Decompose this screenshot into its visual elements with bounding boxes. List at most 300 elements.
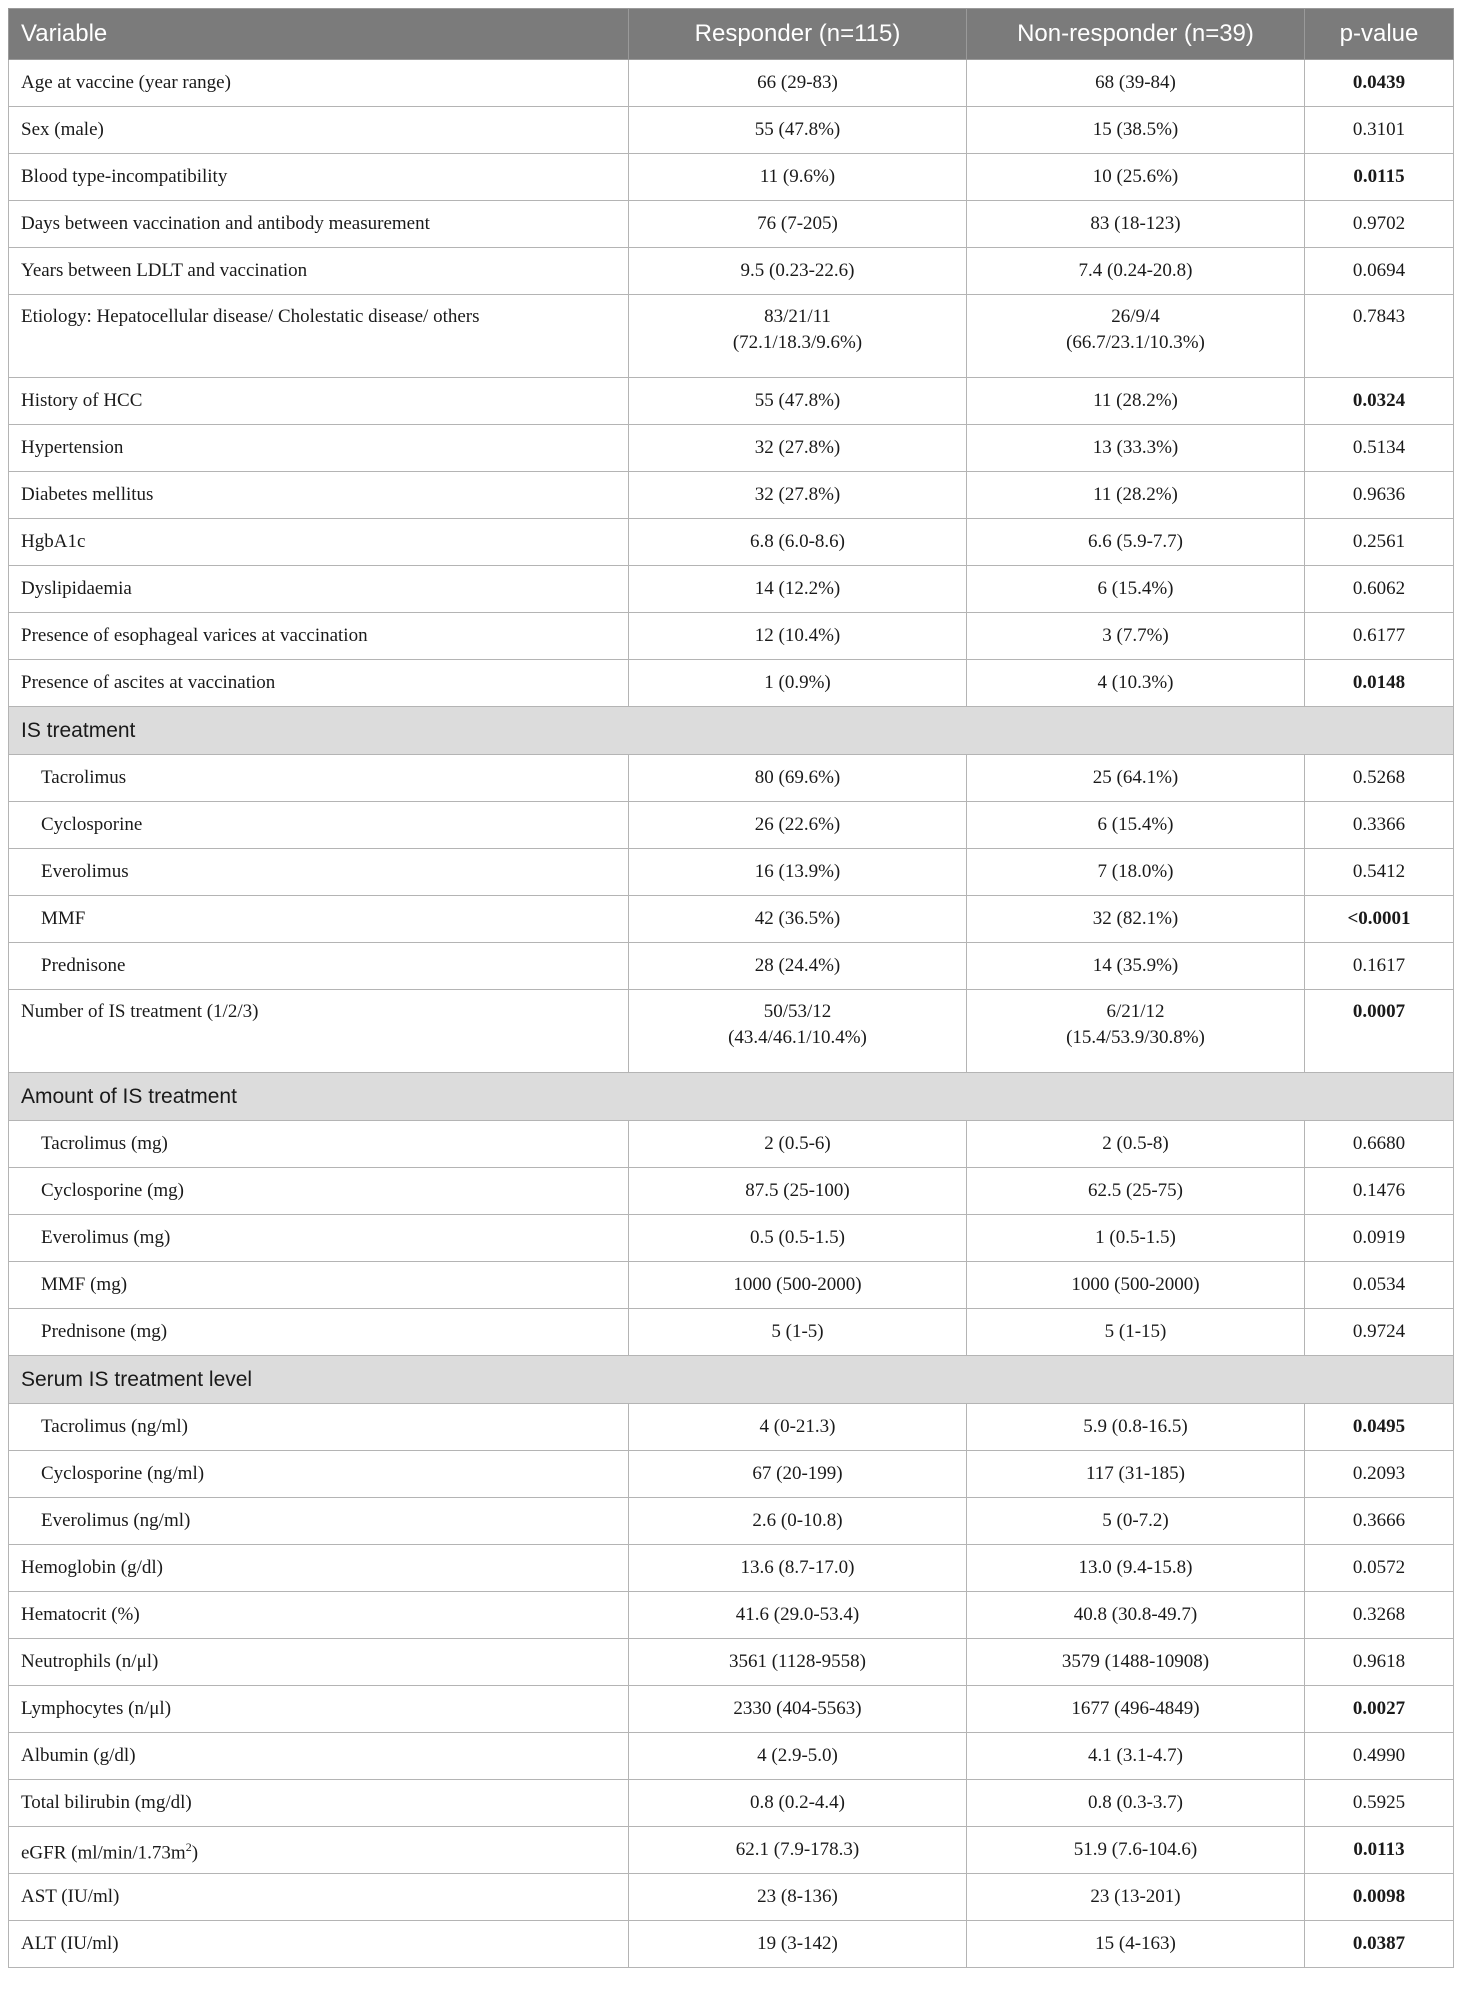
table-row xyxy=(9,1733,1454,1780)
cell-responder xyxy=(629,1874,967,1921)
variable-label: Everolimus (mg) xyxy=(41,1227,171,1248)
cell-responder xyxy=(629,154,967,201)
cell-p-value: 0.3101 xyxy=(1305,107,1454,154)
cell-variable xyxy=(9,201,629,248)
cell-p-value: 0.0439 xyxy=(1305,60,1454,107)
table-row xyxy=(9,755,1454,802)
non-responder-value: 4 (10.3%) xyxy=(1097,672,1174,693)
cell-p-value: 0.0495 xyxy=(1305,1404,1454,1451)
responder-value: 23 (8-136) xyxy=(757,1886,838,1907)
variable-label: Tacrolimus (mg) xyxy=(41,1133,168,1154)
cell-p-value: 0.0027 xyxy=(1305,1686,1454,1733)
cell-responder xyxy=(629,1733,967,1780)
non-responder-value: 1677 (496-4849) xyxy=(1071,1698,1200,1719)
cell-p-value: 0.0694 xyxy=(1305,248,1454,295)
cell-responder xyxy=(629,1592,967,1639)
cell-variable xyxy=(9,519,629,566)
cell-non-responder xyxy=(967,60,1305,107)
header-non-responder: Non-responder (n=39) xyxy=(967,9,1305,60)
cell-variable xyxy=(9,660,629,707)
responder-value: 80 (69.6%) xyxy=(754,767,841,788)
non-responder-value: 13 (33.3%) xyxy=(1092,437,1179,458)
cell-non-responder xyxy=(967,1262,1305,1309)
variable-label: Neutrophils (n/μl) xyxy=(21,1651,159,1672)
cell-p-value: <0.0001 xyxy=(1305,896,1454,943)
cell-responder xyxy=(629,519,967,566)
header-variable: Variable xyxy=(9,9,629,60)
cell-p-value: 0.5134 xyxy=(1305,425,1454,472)
non-responder-value: 4.1 (3.1-4.7) xyxy=(1088,1745,1183,1766)
variable-label: Prednisone (mg) xyxy=(41,1321,168,1342)
section-title: Serum IS treatment level xyxy=(9,1356,1454,1404)
table-row xyxy=(9,472,1454,519)
header-row xyxy=(9,9,1454,60)
cell-variable xyxy=(9,802,629,849)
variable-label: Diabetes mellitus xyxy=(21,484,154,505)
cell-variable xyxy=(9,378,629,425)
responder-value: 5 (1-5) xyxy=(771,1321,824,1342)
header-responder: Responder (n=115) xyxy=(629,9,967,60)
variable-label: Everolimus (ng/ml) xyxy=(41,1510,191,1531)
variable-label: Tacrolimus xyxy=(41,767,127,788)
variable-label: eGFR (ml/min/1.73m xyxy=(21,1842,186,1864)
table-row xyxy=(9,1639,1454,1686)
cell-non-responder xyxy=(967,896,1305,943)
variable-label: History of HCC xyxy=(21,390,143,411)
cell-non-responder xyxy=(967,755,1305,802)
cell-responder xyxy=(629,990,967,1073)
section-row xyxy=(9,1073,1454,1121)
cell-responder xyxy=(629,378,967,425)
table-row xyxy=(9,425,1454,472)
table-row xyxy=(9,1498,1454,1545)
responder-value: 55 (47.8%) xyxy=(754,119,841,140)
cell-non-responder xyxy=(967,1686,1305,1733)
variable-label: MMF xyxy=(41,908,86,929)
cell-non-responder xyxy=(967,1168,1305,1215)
responder-value: 9.5 (0.23-22.6) xyxy=(740,260,855,281)
cell-responder xyxy=(629,1451,967,1498)
non-responder-value: 0.8 (0.3-3.7) xyxy=(1088,1792,1183,1813)
cell-responder xyxy=(629,1262,967,1309)
cell-non-responder xyxy=(967,154,1305,201)
cell-non-responder xyxy=(967,1545,1305,1592)
cell-variable xyxy=(9,943,629,990)
non-responder-value: 13.0 (9.4-15.8) xyxy=(1078,1557,1193,1578)
table-row xyxy=(9,60,1454,107)
cell-non-responder xyxy=(967,1121,1305,1168)
table-body xyxy=(9,60,1454,1968)
cell-variable xyxy=(9,1451,629,1498)
non-responder-value: 83 (18-123) xyxy=(1090,213,1181,234)
responder-value: 66 (29-83) xyxy=(757,72,838,93)
responder-value: 13.6 (8.7-17.0) xyxy=(740,1557,855,1578)
responder-value: 2330 (404-5563) xyxy=(733,1698,862,1719)
cell-variable xyxy=(9,613,629,660)
cell-variable xyxy=(9,1592,629,1639)
cell-non-responder xyxy=(967,201,1305,248)
responder-value: 42 (36.5%) xyxy=(754,908,841,929)
cell-responder xyxy=(629,1921,967,1968)
cell-p-value: 0.2561 xyxy=(1305,519,1454,566)
cell-p-value: 0.0148 xyxy=(1305,660,1454,707)
cell-p-value: 0.0324 xyxy=(1305,378,1454,425)
table-row xyxy=(9,1780,1454,1827)
cell-non-responder xyxy=(967,943,1305,990)
cell-responder xyxy=(629,295,967,378)
non-responder-value: 3579 (1488-10908) xyxy=(1061,1651,1210,1672)
responder-value: 19 (3-142) xyxy=(757,1933,838,1954)
cell-p-value: 0.9724 xyxy=(1305,1309,1454,1356)
responder-value: 32 (27.8%) xyxy=(754,484,841,505)
cell-variable xyxy=(9,1498,629,1545)
responder-value-percent: (72.1/18.3/9.6%) xyxy=(732,332,863,353)
cell-responder xyxy=(629,472,967,519)
cell-p-value: 0.0115 xyxy=(1305,154,1454,201)
cell-responder xyxy=(629,1498,967,1545)
responder-value: 1000 (500-2000) xyxy=(733,1274,862,1295)
variable-label: Prednisone xyxy=(41,955,126,976)
cell-responder xyxy=(629,1686,967,1733)
table-row xyxy=(9,660,1454,707)
cell-non-responder xyxy=(967,1404,1305,1451)
table-header xyxy=(9,9,1454,60)
variable-label: Cyclosporine xyxy=(41,814,143,835)
cell-variable xyxy=(9,107,629,154)
responder-value: 83/21/11 xyxy=(764,306,831,327)
responder-value: 67 (20-199) xyxy=(752,1463,843,1484)
table-row xyxy=(9,943,1454,990)
non-responder-value: 68 (39-84) xyxy=(1095,72,1176,93)
cell-p-value: 0.5925 xyxy=(1305,1780,1454,1827)
non-responder-value: 32 (82.1%) xyxy=(1092,908,1179,929)
non-responder-value: 6 (15.4%) xyxy=(1097,578,1174,599)
non-responder-value: 5 (1-15) xyxy=(1104,1321,1167,1342)
cell-p-value: 0.7843 xyxy=(1305,295,1454,378)
cell-p-value: 0.3366 xyxy=(1305,802,1454,849)
cell-responder xyxy=(629,849,967,896)
responder-value: 26 (22.6%) xyxy=(754,814,841,835)
cell-responder xyxy=(629,1404,967,1451)
non-responder-value: 11 (28.2%) xyxy=(1093,484,1178,505)
responder-value: 11 (9.6%) xyxy=(759,166,836,187)
variable-label: ALT (IU/ml) xyxy=(21,1933,119,1954)
cell-non-responder xyxy=(967,425,1305,472)
table-row xyxy=(9,1686,1454,1733)
cell-responder xyxy=(629,107,967,154)
cell-non-responder xyxy=(967,990,1305,1073)
variable-label: Presence of ascites at vaccination xyxy=(21,672,276,693)
table-row xyxy=(9,1592,1454,1639)
responder-value: 0.8 (0.2-4.4) xyxy=(750,1792,845,1813)
variable-label: HgbA1c xyxy=(21,531,86,552)
table-row xyxy=(9,1309,1454,1356)
header-p-value: p-value xyxy=(1305,9,1454,60)
variable-label: Hematocrit (%) xyxy=(21,1604,140,1625)
cell-responder xyxy=(629,613,967,660)
cell-non-responder xyxy=(967,107,1305,154)
cell-variable xyxy=(9,1545,629,1592)
section-title: Amount of IS treatment xyxy=(9,1073,1454,1121)
responder-value: 55 (47.8%) xyxy=(754,390,841,411)
cell-non-responder xyxy=(967,519,1305,566)
variable-label: Dyslipidaemia xyxy=(21,578,132,599)
non-responder-value: 6 (15.4%) xyxy=(1097,814,1174,835)
variable-label: MMF (mg) xyxy=(41,1274,128,1295)
cell-non-responder xyxy=(967,1639,1305,1686)
responder-value: 12 (10.4%) xyxy=(754,625,841,646)
table-row xyxy=(9,1545,1454,1592)
variable-label: Age at vaccine (year range) xyxy=(21,72,231,93)
cell-non-responder xyxy=(967,1498,1305,1545)
non-responder-value: 62.5 (25-75) xyxy=(1088,1180,1183,1201)
cell-variable xyxy=(9,1215,629,1262)
cell-non-responder xyxy=(967,378,1305,425)
table-row xyxy=(9,295,1454,378)
cell-non-responder xyxy=(967,1921,1305,1968)
cell-p-value: 0.6680 xyxy=(1305,1121,1454,1168)
table-row xyxy=(9,1921,1454,1968)
non-responder-value: 10 (25.6%) xyxy=(1092,166,1179,187)
non-responder-value: 11 (28.2%) xyxy=(1093,390,1178,411)
cell-p-value: 0.0098 xyxy=(1305,1874,1454,1921)
table-row xyxy=(9,1404,1454,1451)
cell-variable xyxy=(9,849,629,896)
cell-variable xyxy=(9,1686,629,1733)
non-responder-value: 14 (35.9%) xyxy=(1092,955,1179,976)
cell-p-value: 0.9618 xyxy=(1305,1639,1454,1686)
non-responder-value: 40.8 (30.8-49.7) xyxy=(1073,1604,1198,1625)
non-responder-value: 1 (0.5-1.5) xyxy=(1095,1227,1176,1248)
cell-responder xyxy=(629,1121,967,1168)
cell-variable xyxy=(9,755,629,802)
table-row xyxy=(9,849,1454,896)
cell-responder xyxy=(629,1827,967,1874)
variable-label: Cyclosporine (ng/ml) xyxy=(41,1463,205,1484)
cell-p-value: 0.1617 xyxy=(1305,943,1454,990)
table-container xyxy=(8,8,1453,1968)
non-responder-value: 6/21/12 xyxy=(1106,1001,1165,1022)
responder-value: 76 (7-205) xyxy=(757,213,838,234)
cell-p-value: 0.5412 xyxy=(1305,849,1454,896)
table-row xyxy=(9,519,1454,566)
responder-value: 14 (12.2%) xyxy=(754,578,841,599)
cell-variable xyxy=(9,1921,629,1968)
responder-value: 41.6 (29.0-53.4) xyxy=(735,1604,860,1625)
cell-variable xyxy=(9,566,629,613)
cell-non-responder xyxy=(967,248,1305,295)
cell-p-value: 0.0919 xyxy=(1305,1215,1454,1262)
responder-value: 1 (0.9%) xyxy=(764,672,831,693)
cell-non-responder xyxy=(967,1215,1305,1262)
cell-variable xyxy=(9,896,629,943)
cell-p-value: 0.0387 xyxy=(1305,1921,1454,1968)
cell-responder xyxy=(629,248,967,295)
variable-label: Lymphocytes (n/μl) xyxy=(21,1698,172,1719)
responder-value: 6.8 (6.0-8.6) xyxy=(750,531,845,552)
non-responder-value-percent: (66.7/23.1/10.3%) xyxy=(1066,332,1205,353)
cell-p-value: 0.6177 xyxy=(1305,613,1454,660)
cell-p-value: 0.5268 xyxy=(1305,755,1454,802)
variable-label: Hemoglobin (g/dl) xyxy=(21,1557,163,1578)
cell-p-value: 0.0572 xyxy=(1305,1545,1454,1592)
non-responder-value: 5 (0-7.2) xyxy=(1102,1510,1169,1531)
cell-variable xyxy=(9,60,629,107)
cell-variable xyxy=(9,295,629,378)
responder-value: 4 (0-21.3) xyxy=(759,1416,836,1437)
cell-non-responder xyxy=(967,1451,1305,1498)
table-row xyxy=(9,990,1454,1073)
cell-variable xyxy=(9,1639,629,1686)
table-row xyxy=(9,1874,1454,1921)
cell-variable xyxy=(9,990,629,1073)
cell-non-responder xyxy=(967,660,1305,707)
responder-value: 2.6 (0-10.8) xyxy=(752,1510,843,1531)
cell-responder xyxy=(629,1215,967,1262)
table-row xyxy=(9,154,1454,201)
cell-p-value: 0.4990 xyxy=(1305,1733,1454,1780)
cell-responder xyxy=(629,755,967,802)
cell-responder xyxy=(629,1545,967,1592)
non-responder-value: 26/9/4 xyxy=(1111,306,1160,327)
cell-responder xyxy=(629,943,967,990)
responder-value: 50/53/12 xyxy=(763,1001,832,1022)
cell-non-responder xyxy=(967,1780,1305,1827)
cell-p-value: 0.0007 xyxy=(1305,990,1454,1073)
non-responder-value: 1000 (500-2000) xyxy=(1071,1274,1200,1295)
cell-responder xyxy=(629,1309,967,1356)
cell-responder xyxy=(629,802,967,849)
responder-value-percent: (43.4/46.1/10.4%) xyxy=(728,1027,867,1048)
cell-non-responder xyxy=(967,802,1305,849)
variable-label: Hypertension xyxy=(21,437,124,458)
responder-value: 87.5 (25-100) xyxy=(745,1180,850,1201)
cell-variable xyxy=(9,425,629,472)
variable-label: Days between vaccination and antibody measurement xyxy=(21,213,430,234)
variable-label: Years between LDLT and vaccination xyxy=(21,260,308,281)
responder-value: 4 (2.9-5.0) xyxy=(757,1745,838,1766)
cell-responder xyxy=(629,1168,967,1215)
cell-non-responder xyxy=(967,295,1305,378)
table-row xyxy=(9,248,1454,295)
cell-p-value: 0.9636 xyxy=(1305,472,1454,519)
section-title: IS treatment xyxy=(9,707,1454,755)
non-responder-value: 15 (38.5%) xyxy=(1092,119,1179,140)
table-row xyxy=(9,1121,1454,1168)
cell-non-responder xyxy=(967,1827,1305,1874)
cell-non-responder xyxy=(967,566,1305,613)
cell-responder xyxy=(629,425,967,472)
variable-label: AST (IU/ml) xyxy=(21,1886,120,1907)
cell-responder xyxy=(629,201,967,248)
section-row xyxy=(9,707,1454,755)
cell-variable xyxy=(9,154,629,201)
table-row xyxy=(9,1168,1454,1215)
cell-non-responder xyxy=(967,472,1305,519)
cell-p-value: 0.9702 xyxy=(1305,201,1454,248)
cell-responder xyxy=(629,1639,967,1686)
non-responder-value: 15 (4-163) xyxy=(1095,1933,1176,1954)
cell-responder xyxy=(629,60,967,107)
responder-value: 0.5 (0.5-1.5) xyxy=(750,1227,845,1248)
table-row xyxy=(9,107,1454,154)
cell-non-responder xyxy=(967,613,1305,660)
cell-variable xyxy=(9,1780,629,1827)
variable-label: Albumin (g/dl) xyxy=(21,1745,136,1766)
cell-responder xyxy=(629,566,967,613)
variable-label-end: ) xyxy=(191,1842,199,1864)
cell-non-responder xyxy=(967,849,1305,896)
variable-label: Cyclosporine (mg) xyxy=(41,1180,185,1201)
responder-value: 62.1 (7.9-178.3) xyxy=(735,1839,860,1860)
variable-superscript: 2 xyxy=(185,1839,192,1854)
table-row xyxy=(9,201,1454,248)
variable-label: Presence of esophageal varices at vaccination xyxy=(21,625,368,646)
cell-variable xyxy=(9,248,629,295)
cell-responder xyxy=(629,1780,967,1827)
responder-value: 2 (0.5-6) xyxy=(764,1133,831,1154)
variable-label: Etiology: Hepatocellular disease/ Cholestatic disease/ others xyxy=(21,306,480,327)
cell-non-responder xyxy=(967,1874,1305,1921)
cell-p-value: 0.0113 xyxy=(1305,1827,1454,1874)
cell-p-value: 0.0534 xyxy=(1305,1262,1454,1309)
cell-variable xyxy=(9,1827,629,1874)
table-row xyxy=(9,378,1454,425)
variable-label: Blood type-incompatibility xyxy=(21,166,228,187)
cell-non-responder xyxy=(967,1733,1305,1780)
cell-variable xyxy=(9,1733,629,1780)
cell-responder xyxy=(629,896,967,943)
cell-non-responder xyxy=(967,1592,1305,1639)
non-responder-value: 25 (64.1%) xyxy=(1092,767,1179,788)
cell-variable xyxy=(9,472,629,519)
non-responder-value: 3 (7.7%) xyxy=(1102,625,1169,646)
responder-value: 28 (24.4%) xyxy=(754,955,841,976)
non-responder-value: 7.4 (0.24-20.8) xyxy=(1078,260,1193,281)
cell-non-responder xyxy=(967,1309,1305,1356)
variable-label: Tacrolimus (ng/ml) xyxy=(41,1416,188,1437)
cell-variable xyxy=(9,1121,629,1168)
table-row xyxy=(9,802,1454,849)
variable-label: Everolimus xyxy=(41,861,129,882)
non-responder-value: 117 (31-185) xyxy=(1085,1463,1186,1484)
responder-value: 16 (13.9%) xyxy=(754,861,841,882)
responder-value: 3561 (1128-9558) xyxy=(728,1651,867,1672)
table-row xyxy=(9,613,1454,660)
non-responder-value: 5.9 (0.8-16.5) xyxy=(1083,1416,1188,1437)
cell-p-value: 0.6062 xyxy=(1305,566,1454,613)
cell-p-value: 0.2093 xyxy=(1305,1451,1454,1498)
variable-label: Sex (male) xyxy=(21,119,104,140)
table-row xyxy=(9,1215,1454,1262)
cell-variable xyxy=(9,1262,629,1309)
table-row xyxy=(9,1827,1454,1874)
cell-p-value: 0.3268 xyxy=(1305,1592,1454,1639)
section-row xyxy=(9,1356,1454,1404)
non-responder-value: 2 (0.5-8) xyxy=(1102,1133,1169,1154)
non-responder-value: 6.6 (5.9-7.7) xyxy=(1088,531,1183,552)
table-row xyxy=(9,1262,1454,1309)
data-table xyxy=(8,8,1454,1968)
non-responder-value-percent: (15.4/53.9/30.8%) xyxy=(1066,1027,1205,1048)
non-responder-value: 51.9 (7.6-104.6) xyxy=(1073,1839,1198,1860)
table-row xyxy=(9,566,1454,613)
cell-variable xyxy=(9,1874,629,1921)
cell-p-value: 0.1476 xyxy=(1305,1168,1454,1215)
non-responder-value: 23 (13-201) xyxy=(1090,1886,1181,1907)
table-row xyxy=(9,1451,1454,1498)
cell-responder xyxy=(629,660,967,707)
